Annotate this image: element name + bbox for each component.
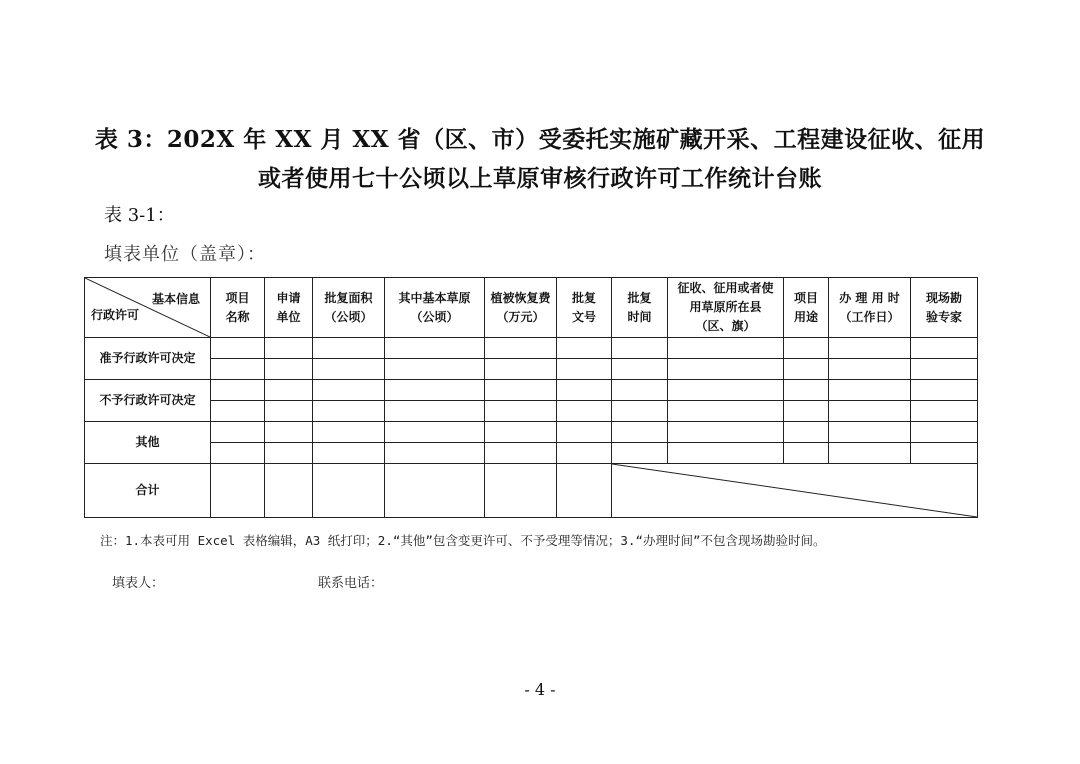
table-row	[85, 422, 978, 443]
table-row	[85, 401, 978, 422]
total-cell[interactable]	[557, 464, 612, 518]
total-row	[85, 464, 978, 518]
empty-cell[interactable]	[829, 380, 911, 401]
total-cell[interactable]	[385, 464, 485, 518]
empty-cell[interactable]	[313, 338, 385, 359]
empty-cell[interactable]	[211, 401, 265, 422]
corner-header-cell	[85, 278, 211, 338]
row-group-label: 其他	[85, 422, 211, 464]
empty-cell[interactable]	[265, 422, 313, 443]
empty-cell[interactable]	[485, 380, 557, 401]
header-text: 办 理 用 时	[839, 290, 900, 305]
table-note: 注：1.本表可用 Excel 表格编辑，A3 纸打印；2.“其他”包含变更许可、不予受理等情况；3.“办理时间”不包含现场勘验时间。	[100, 533, 826, 548]
empty-cell[interactable]	[668, 443, 784, 464]
header-cell	[265, 278, 313, 338]
total-label: 合计	[85, 464, 211, 518]
empty-cell[interactable]	[612, 338, 668, 359]
table-row	[85, 338, 978, 359]
page-title-line-2: 或者使用七十公顷以上草原审核行政许可工作统计台账	[258, 165, 822, 192]
header-text: 名称	[225, 309, 250, 324]
header-text: 项目	[793, 290, 818, 305]
total-cell[interactable]	[265, 464, 313, 518]
empty-cell[interactable]	[211, 359, 265, 380]
row-group-label: 准予行政许可决定	[85, 338, 211, 380]
header-cell	[612, 278, 668, 338]
empty-cell[interactable]	[557, 422, 612, 443]
corner-top-label: 基本信息	[151, 292, 200, 306]
empty-cell[interactable]	[612, 380, 668, 401]
empty-cell[interactable]	[211, 380, 265, 401]
diagonal-line-icon	[612, 464, 977, 517]
header-text: 用草原所在县	[689, 300, 762, 314]
fill-unit-label: 填表单位（盖章）：	[104, 244, 266, 265]
header-text: 其中基本草原	[398, 290, 471, 305]
phone-label: 联系电话：	[318, 576, 384, 591]
empty-cell[interactable]	[385, 338, 485, 359]
header-text: （万元）	[496, 309, 545, 324]
page-number: - 4 -	[524, 680, 556, 699]
crossed-out-cell	[612, 464, 978, 518]
empty-cell[interactable]	[911, 359, 978, 380]
header-text: 验专家	[925, 309, 962, 324]
header-cell	[784, 278, 829, 338]
header-text: 文号	[571, 309, 596, 324]
header-cell	[385, 278, 485, 338]
header-cell	[211, 278, 265, 338]
statistics-table	[84, 277, 978, 518]
empty-cell[interactable]	[911, 422, 978, 443]
empty-cell[interactable]	[557, 401, 612, 422]
page-title-line-1: 表 3：202X 年 XX 月 XX 省（区、市）受委托实施矿藏开采、工程建设征收、征用	[94, 126, 986, 153]
empty-cell[interactable]	[313, 401, 385, 422]
header-text: 用途	[793, 309, 818, 324]
empty-cell[interactable]	[668, 338, 784, 359]
empty-cell[interactable]	[485, 401, 557, 422]
empty-cell[interactable]	[911, 338, 978, 359]
header-text: 时间	[627, 309, 652, 324]
header-text: 批复面积	[324, 290, 373, 305]
total-cell[interactable]	[211, 464, 265, 518]
header-text: 征收、征用或者使	[677, 281, 774, 295]
empty-cell[interactable]	[784, 422, 829, 443]
empty-cell[interactable]	[911, 443, 978, 464]
header-text: 现场勘	[925, 290, 962, 305]
empty-cell[interactable]	[211, 422, 265, 443]
corner-bottom-label: 行政许可	[91, 308, 140, 322]
empty-cell[interactable]	[385, 401, 485, 422]
header-text: （公顷）	[324, 309, 373, 324]
filler-label: 填表人：	[112, 576, 165, 591]
empty-cell[interactable]	[485, 359, 557, 380]
empty-cell[interactable]	[211, 443, 265, 464]
header-text: 单位	[276, 309, 301, 324]
empty-cell[interactable]	[612, 401, 668, 422]
empty-cell[interactable]	[385, 380, 485, 401]
empty-cell[interactable]	[265, 338, 313, 359]
empty-cell[interactable]	[265, 359, 313, 380]
empty-cell[interactable]	[313, 380, 385, 401]
empty-cell[interactable]	[385, 359, 485, 380]
header-cell	[557, 278, 612, 338]
empty-cell[interactable]	[829, 443, 911, 464]
header-text: （区、旗）	[695, 319, 756, 333]
empty-cell[interactable]	[265, 443, 313, 464]
empty-cell[interactable]	[612, 422, 668, 443]
total-cell[interactable]	[313, 464, 385, 518]
empty-cell[interactable]	[612, 443, 668, 464]
table-row	[85, 443, 978, 464]
empty-cell[interactable]	[485, 338, 557, 359]
header-cell	[313, 278, 385, 338]
empty-cell[interactable]	[313, 443, 385, 464]
empty-cell[interactable]	[784, 338, 829, 359]
empty-cell[interactable]	[784, 443, 829, 464]
empty-cell[interactable]	[557, 380, 612, 401]
header-text: 项目	[225, 290, 250, 305]
header-text: 批复	[627, 290, 652, 305]
total-cell[interactable]	[485, 464, 557, 518]
empty-cell[interactable]	[313, 359, 385, 380]
header-cell	[911, 278, 978, 338]
table-label: 表 3-1：	[104, 205, 175, 226]
empty-cell[interactable]	[313, 422, 385, 443]
empty-cell[interactable]	[211, 338, 265, 359]
empty-cell[interactable]	[911, 401, 978, 422]
empty-cell[interactable]	[557, 443, 612, 464]
empty-cell[interactable]	[668, 422, 784, 443]
header-cell	[668, 278, 784, 338]
empty-cell[interactable]	[385, 422, 485, 443]
empty-cell[interactable]	[784, 380, 829, 401]
empty-cell[interactable]	[829, 359, 911, 380]
empty-cell[interactable]	[829, 422, 911, 443]
empty-cell[interactable]	[829, 401, 911, 422]
table-row	[85, 380, 978, 401]
header-row	[85, 278, 978, 338]
empty-cell[interactable]	[784, 401, 829, 422]
header-cell	[829, 278, 911, 338]
empty-cell[interactable]	[557, 359, 612, 380]
table-row	[85, 359, 978, 380]
empty-cell[interactable]	[265, 401, 313, 422]
header-text: （工作日）	[839, 309, 900, 324]
header-text: 申请	[276, 290, 301, 305]
header-text: 批复	[571, 290, 596, 305]
header-text: 植被恢复费	[490, 290, 551, 305]
empty-cell[interactable]	[668, 359, 784, 380]
empty-cell[interactable]	[784, 359, 829, 380]
empty-cell[interactable]	[385, 443, 485, 464]
empty-cell[interactable]	[829, 338, 911, 359]
empty-cell[interactable]	[485, 443, 557, 464]
row-group-label: 不予行政许可决定	[85, 380, 211, 422]
header-text: （公顷）	[410, 309, 459, 324]
empty-cell[interactable]	[668, 401, 784, 422]
empty-cell[interactable]	[557, 338, 612, 359]
header-cell	[485, 278, 557, 338]
empty-cell[interactable]	[911, 380, 978, 401]
empty-cell[interactable]	[265, 380, 313, 401]
empty-cell[interactable]	[668, 380, 784, 401]
empty-cell[interactable]	[485, 422, 557, 443]
empty-cell[interactable]	[612, 359, 668, 380]
